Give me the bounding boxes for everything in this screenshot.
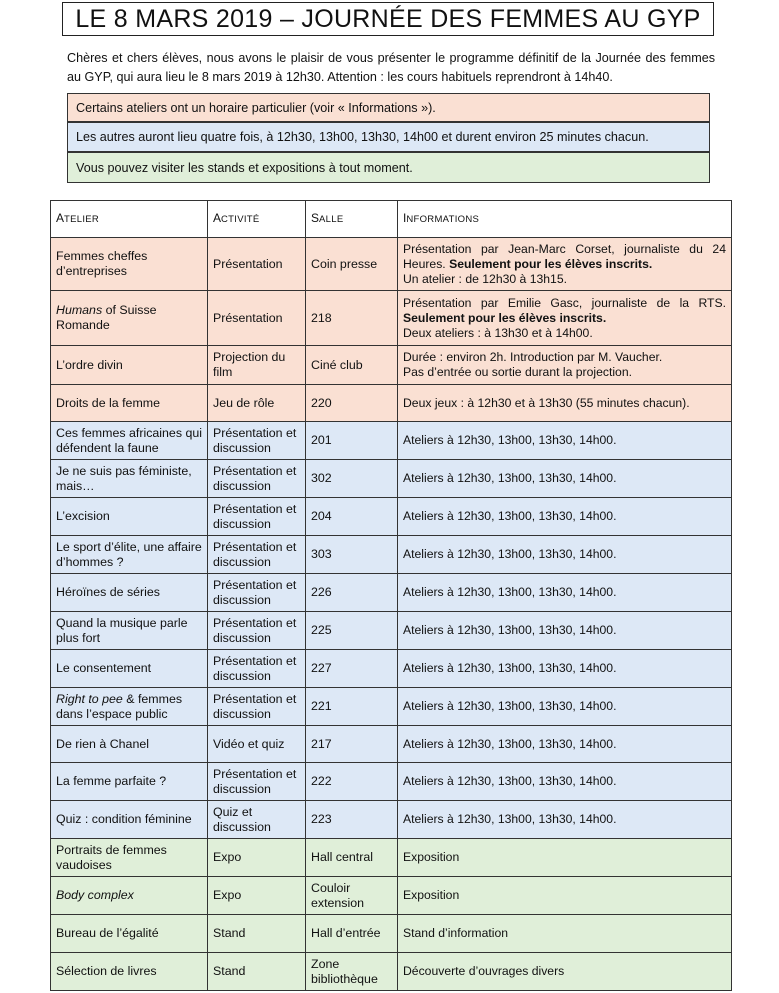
cell-activite: Projection du film [208, 346, 306, 385]
cell-informations: Exposition [398, 839, 732, 877]
page-title: LE 8 MARS 2019 – JOURNÉE DES FEMMES AU GYP [62, 2, 714, 36]
header-atelier: ATELIER [51, 201, 208, 238]
cell-activite: Stand [208, 953, 306, 991]
cell-informations: Présentation par Emilie Gasc, journaliste de la RTS. Seulement pour les élèves inscrits. Deux ateliers : à 13h30 et à 14h00. [398, 291, 732, 346]
cell-salle: 223 [306, 801, 398, 839]
cell-atelier: Right to pee & femmes dans l’espace public [51, 688, 208, 726]
cell-activite: Présentation [208, 238, 306, 291]
info-emphasis: Seulement pour les élèves inscrits. [449, 256, 653, 271]
program-body [51, 238, 732, 991]
cell-atelier: La femme parfaite ? [51, 763, 208, 801]
cell-salle: 221 [306, 688, 398, 726]
table-row [51, 726, 732, 763]
cell-activite: Présentation et discussion [208, 612, 306, 650]
cell-atelier: Héroïnes de séries [51, 574, 208, 612]
table-row [51, 291, 732, 346]
cell-activite: Présentation et discussion [208, 422, 306, 460]
cell-activite: Présentation et discussion [208, 498, 306, 536]
cell-informations: Ateliers à 12h30, 13h00, 13h30, 14h00. [398, 612, 732, 650]
cell-activite: Présentation et discussion [208, 460, 306, 498]
header-informations: INFORMATIONS [398, 201, 732, 238]
cell-atelier: L’excision [51, 498, 208, 536]
table-row [51, 346, 732, 385]
cell-atelier: Le sport d’élite, une affaire d’hommes ? [51, 536, 208, 574]
cell-atelier: Droits de la femme [51, 385, 208, 422]
cell-atelier: Humans of Suisse Romande [51, 291, 208, 346]
cell-activite: Vidéo et quiz [208, 726, 306, 763]
cell-salle: Ciné club [306, 346, 398, 385]
cell-salle: 302 [306, 460, 398, 498]
table-row [51, 422, 732, 460]
cell-atelier: L’ordre divin [51, 346, 208, 385]
cell-salle: 220 [306, 385, 398, 422]
table-row [51, 536, 732, 574]
cell-informations: Découverte d’ouvrages divers [398, 953, 732, 991]
cell-informations: Ateliers à 12h30, 13h00, 13h30, 14h00. [398, 688, 732, 726]
cell-informations: Ateliers à 12h30, 13h00, 13h30, 14h00. [398, 650, 732, 688]
note-regular-schedule: Les autres auront lieu quatre fois, à 12h30, 13h00, 13h30, 14h00 et durent environ 25 minutes chacun. [67, 122, 710, 152]
intro-paragraph: Chères et chers élèves, nous avons le plaisir de vous présenter le programme définitif de la Journée des femmes au GYP, qui aura lieu le 8 mars 2019 à 12h30. Attention : les cours habituels reprendront à 14h40. [67, 51, 715, 84]
cell-informations: Ateliers à 12h30, 13h00, 13h30, 14h00. [398, 498, 732, 536]
table-row [51, 498, 732, 536]
cell-atelier: Le consentement [51, 650, 208, 688]
table-row [51, 953, 732, 991]
cell-salle: 204 [306, 498, 398, 536]
program-table [50, 200, 732, 991]
cell-activite: Présentation et discussion [208, 574, 306, 612]
cell-atelier: Portraits de femmes vaudoises [51, 839, 208, 877]
cell-atelier: Je ne suis pas féministe, mais… [51, 460, 208, 498]
cell-informations: Durée : environ 2h. Introduction par M. Vaucher. Pas d’entrée ou sortie durant la projection. [398, 346, 732, 385]
table-row [51, 801, 732, 839]
cell-atelier: Sélection de livres [51, 953, 208, 991]
cell-activite: Jeu de rôle [208, 385, 306, 422]
cell-salle: Hall central [306, 839, 398, 877]
table-row [51, 385, 732, 422]
table-row [51, 763, 732, 801]
cell-salle: 226 [306, 574, 398, 612]
cell-informations: Ateliers à 12h30, 13h00, 13h30, 14h00. [398, 536, 732, 574]
cell-salle: 201 [306, 422, 398, 460]
table-header-row [51, 201, 732, 238]
cell-atelier: Femmes cheffes d’entreprises [51, 238, 208, 291]
cell-salle: Zone bibliothèque [306, 953, 398, 991]
atelier-title-italic: Humans [56, 303, 103, 317]
cell-informations: Présentation par Jean-Marc Corset, journaliste du 24 Heures. Seulement pour les élèves inscrits. Un atelier : de 12h30 à 13h15. [398, 238, 732, 291]
cell-informations: Ateliers à 12h30, 13h00, 13h30, 14h00. [398, 460, 732, 498]
table-row [51, 839, 732, 877]
table-row [51, 574, 732, 612]
cell-salle: Couloir extension [306, 877, 398, 915]
cell-informations: Exposition [398, 877, 732, 915]
cell-salle: Coin presse [306, 238, 398, 291]
table-row [51, 460, 732, 498]
cell-atelier: Bureau de l’égalité [51, 915, 208, 953]
cell-activite: Présentation et discussion [208, 536, 306, 574]
cell-atelier: Quiz : condition féminine [51, 801, 208, 839]
cell-activite: Présentation et discussion [208, 688, 306, 726]
cell-activite: Présentation [208, 291, 306, 346]
cell-activite: Quiz et discussion [208, 801, 306, 839]
cell-salle: Hall d’entrée [306, 915, 398, 953]
cell-salle: 303 [306, 536, 398, 574]
table-row [51, 688, 732, 726]
cell-salle: 217 [306, 726, 398, 763]
cell-activite: Stand [208, 915, 306, 953]
cell-activite: Expo [208, 839, 306, 877]
cell-informations: Ateliers à 12h30, 13h00, 13h30, 14h00. [398, 422, 732, 460]
cell-salle: 222 [306, 763, 398, 801]
cell-informations: Ateliers à 12h30, 13h00, 13h30, 14h00. [398, 726, 732, 763]
cell-activite: Présentation et discussion [208, 650, 306, 688]
cell-informations: Ateliers à 12h30, 13h00, 13h30, 14h00. [398, 801, 732, 839]
cell-informations: Deux jeux : à 12h30 et à 13h30 (55 minutes chacun). [398, 385, 732, 422]
cell-activite: Présentation et discussion [208, 763, 306, 801]
cell-informations: Ateliers à 12h30, 13h00, 13h30, 14h00. [398, 763, 732, 801]
header-activite: ACTIVITÉ [208, 201, 306, 238]
cell-informations: Ateliers à 12h30, 13h00, 13h30, 14h00. [398, 574, 732, 612]
atelier-title-italic: Body complex [56, 888, 134, 902]
table-row [51, 650, 732, 688]
cell-salle: 227 [306, 650, 398, 688]
info-emphasis: Seulement pour les élèves inscrits. [403, 310, 607, 325]
cell-atelier: De rien à Chanel [51, 726, 208, 763]
table-row [51, 915, 732, 953]
note-stands: Vous pouvez visiter les stands et expositions à tout moment. [67, 152, 710, 183]
note-special-schedule: Certains ateliers ont un horaire particulier (voir « Informations »). [67, 93, 710, 122]
cell-atelier: Ces femmes africaines qui défendent la faune [51, 422, 208, 460]
cell-informations: Stand d’information [398, 915, 732, 953]
cell-atelier [51, 877, 208, 915]
table-row [51, 612, 732, 650]
table-row [51, 877, 732, 915]
cell-activite: Expo [208, 877, 306, 915]
cell-salle: 218 [306, 291, 398, 346]
cell-atelier: Quand la musique parle plus fort [51, 612, 208, 650]
cell-salle: 225 [306, 612, 398, 650]
header-salle: SALLE [306, 201, 398, 238]
table-row [51, 238, 732, 291]
atelier-title-italic: Right to pee [56, 691, 123, 706]
